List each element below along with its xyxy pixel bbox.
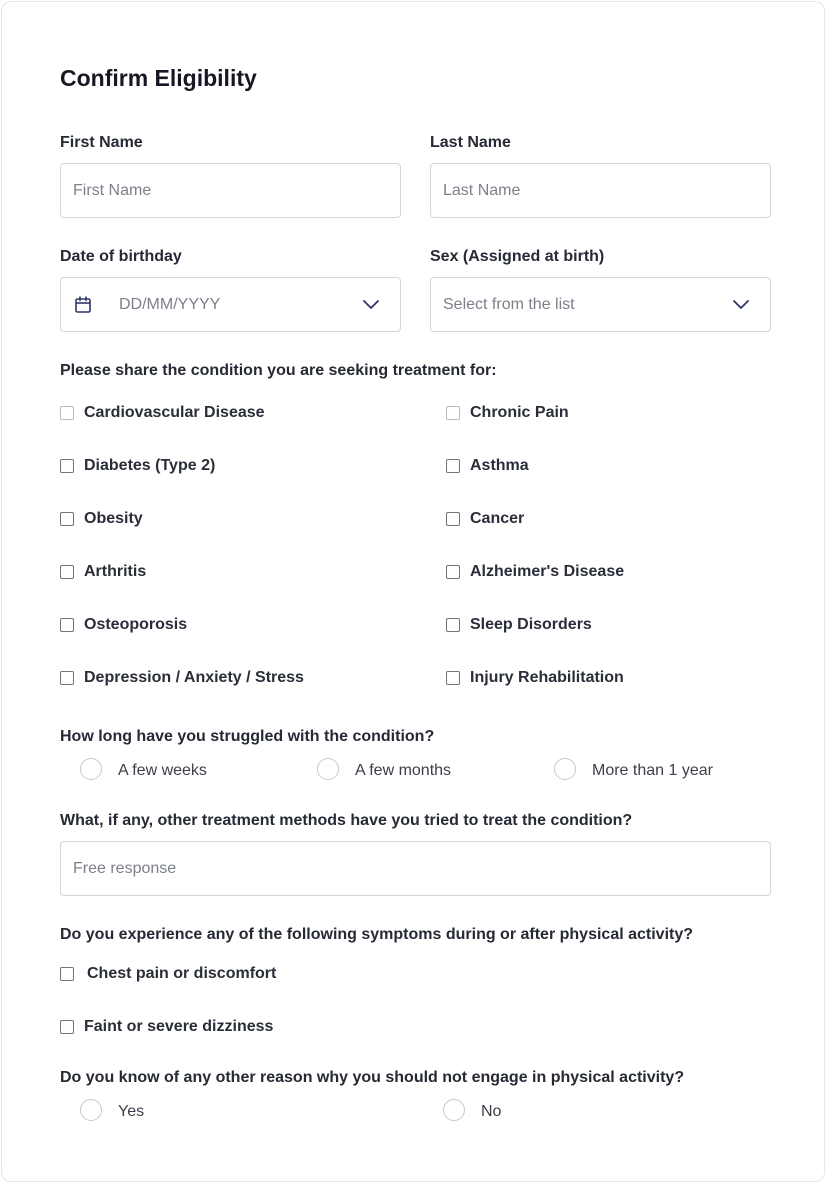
last-name-input[interactable] bbox=[430, 163, 771, 218]
checkbox-box[interactable] bbox=[446, 671, 460, 685]
radio-circle[interactable] bbox=[443, 1099, 465, 1121]
symptom-label: Faint or severe dizziness bbox=[84, 1018, 274, 1035]
condition-checkbox[interactable] bbox=[446, 669, 624, 687]
condition-label: Depression / Anxiety / Stress bbox=[84, 669, 304, 686]
condition-label: Osteoporosis bbox=[84, 616, 188, 633]
condition-checkbox[interactable] bbox=[60, 404, 265, 422]
condition-label: Obesity bbox=[84, 510, 143, 527]
condition-label: Injury Rehabilitation bbox=[470, 669, 624, 686]
chevron-down-icon[interactable] bbox=[362, 295, 380, 313]
last-name-label: Last Name bbox=[430, 134, 511, 151]
free-response-placeholder: Free response bbox=[73, 859, 177, 877]
condition-checkbox[interactable] bbox=[60, 669, 304, 687]
condition-checkbox[interactable] bbox=[446, 457, 529, 475]
radio-label: More than 1 year bbox=[592, 762, 713, 779]
condition-label: Diabetes (Type 2) bbox=[84, 457, 216, 474]
checkbox-box[interactable] bbox=[446, 618, 460, 632]
checkbox-box[interactable] bbox=[446, 459, 460, 473]
condition-label: Cancer bbox=[470, 510, 525, 527]
condition-checkbox[interactable] bbox=[446, 404, 569, 422]
other-treatment-question: What, if any, other treatment methods have you tried to treat the condition? bbox=[60, 812, 633, 829]
last-name-placeholder: Last Name bbox=[443, 181, 521, 199]
first-name-label: First Name bbox=[60, 134, 143, 151]
sex-label: Sex (Assigned at birth) bbox=[430, 248, 605, 265]
other-reason-radio[interactable] bbox=[443, 1098, 501, 1121]
calendar-icon bbox=[75, 296, 91, 313]
dob-label: Date of birthday bbox=[60, 248, 182, 265]
condition-label: Asthma bbox=[470, 457, 529, 474]
condition-label: Chronic Pain bbox=[470, 404, 569, 421]
eligibility-form-card bbox=[1, 1, 825, 1182]
radio-circle[interactable] bbox=[80, 758, 102, 780]
radio-label: Yes bbox=[118, 1103, 145, 1120]
radio-label: A few weeks bbox=[118, 762, 207, 779]
radio-label: A few months bbox=[355, 762, 452, 779]
checkbox-box[interactable] bbox=[60, 1020, 74, 1034]
checkbox-box[interactable] bbox=[60, 459, 74, 473]
radio-circle[interactable] bbox=[80, 1099, 102, 1121]
checkbox-box[interactable] bbox=[60, 406, 74, 420]
condition-checkbox[interactable] bbox=[446, 616, 592, 634]
dob-placeholder: DD/MM/YYYY bbox=[119, 295, 221, 313]
condition-label: Alzheimer's Disease bbox=[470, 563, 625, 580]
condition-checkbox[interactable] bbox=[60, 457, 215, 475]
checkbox-box[interactable] bbox=[60, 671, 74, 685]
condition-checkbox[interactable] bbox=[446, 563, 624, 581]
dob-date-picker[interactable] bbox=[60, 277, 401, 332]
condition-checkbox[interactable] bbox=[60, 510, 143, 528]
duration-radio[interactable] bbox=[317, 757, 451, 780]
checkbox-box[interactable] bbox=[60, 967, 74, 981]
condition-checkbox[interactable] bbox=[60, 616, 187, 634]
free-response-input[interactable] bbox=[60, 841, 771, 896]
symptom-checkbox[interactable] bbox=[60, 965, 276, 983]
symptoms-question: Do you experience any of the following symptoms during or after physical activity? bbox=[60, 926, 694, 943]
condition-label: Cardiovascular Disease bbox=[84, 404, 265, 421]
duration-radio[interactable] bbox=[80, 757, 207, 780]
other-reason-question: Do you know of any other reason why you should not engage in physical activity? bbox=[60, 1069, 685, 1086]
checkbox-box[interactable] bbox=[60, 618, 74, 632]
sex-select[interactable] bbox=[430, 277, 771, 332]
condition-checkbox[interactable] bbox=[60, 563, 146, 581]
checkbox-box[interactable] bbox=[60, 565, 74, 579]
conditions-question: Please share the condition you are seeking treatment for: bbox=[60, 362, 497, 379]
radio-circle[interactable] bbox=[317, 758, 339, 780]
checkbox-box[interactable] bbox=[446, 512, 460, 526]
radio-label: No bbox=[481, 1103, 502, 1120]
duration-radio[interactable] bbox=[554, 757, 713, 780]
first-name-placeholder: First Name bbox=[73, 181, 152, 199]
condition-checkbox[interactable] bbox=[446, 510, 524, 528]
symptom-checkbox[interactable] bbox=[60, 1018, 273, 1036]
sex-placeholder: Select from the list bbox=[443, 295, 575, 313]
form-title: Confirm Eligibility bbox=[60, 65, 257, 91]
other-reason-radio[interactable] bbox=[80, 1098, 144, 1121]
checkbox-box[interactable] bbox=[60, 512, 74, 526]
checkbox-box[interactable] bbox=[446, 406, 460, 420]
duration-question: How long have you struggled with the condition? bbox=[60, 728, 435, 745]
radio-circle[interactable] bbox=[554, 758, 576, 780]
first-name-input[interactable] bbox=[60, 163, 401, 218]
checkbox-box[interactable] bbox=[446, 565, 460, 579]
symptom-label: Chest pain or discomfort bbox=[87, 965, 277, 982]
chevron-down-icon[interactable] bbox=[732, 295, 750, 313]
condition-label: Arthritis bbox=[84, 563, 147, 580]
condition-label: Sleep Disorders bbox=[470, 616, 592, 633]
